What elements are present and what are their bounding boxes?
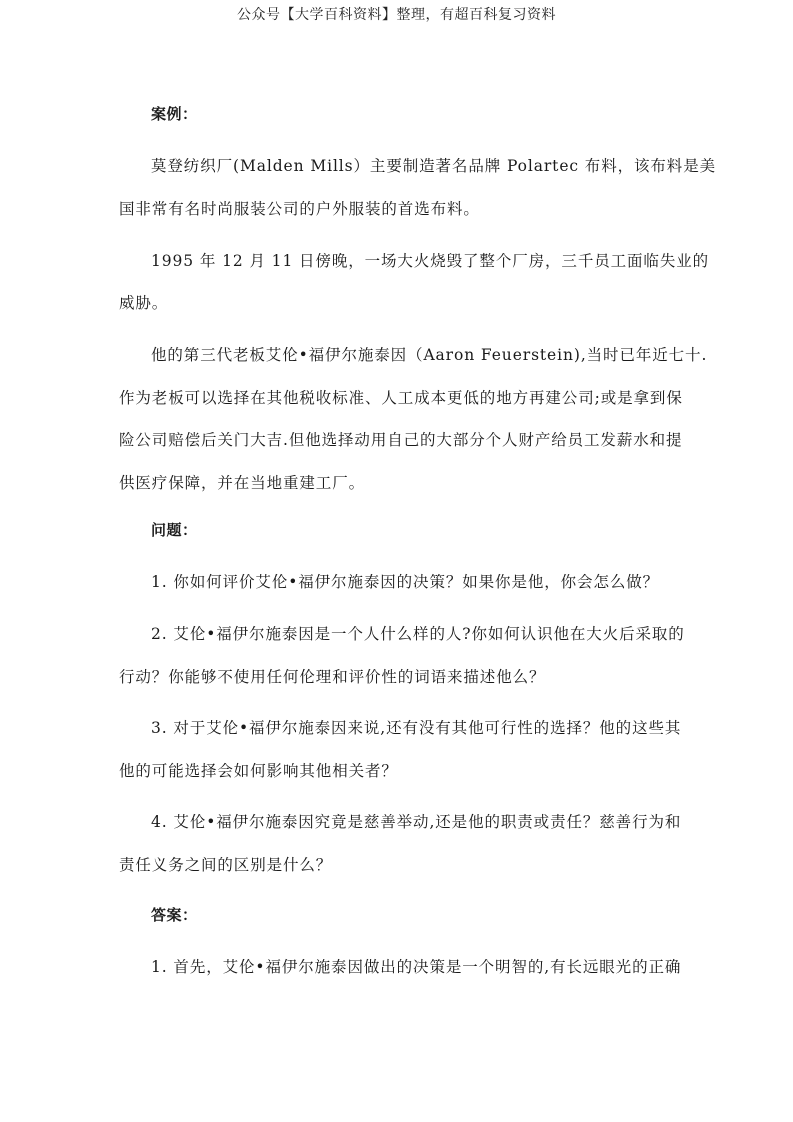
case-paragraph-3-line-2: 作为老板可以选择在其他税收标准、人工成本更低的地方再建公司;或是拿到保	[119, 389, 683, 407]
case-paragraph-1-line-1: 莫登纺织厂(Malden Mills）主要制造著名品牌 Polartec 布料，该布料是美	[151, 157, 716, 175]
page-header: 公众号【大学百科资料】整理，有超百科复习资料	[237, 7, 556, 23]
question-2-line-1: 2. 艾伦•福伊尔施泰因是一个人什么样的人?你如何认识他在大火后采取的	[151, 625, 685, 643]
case-paragraph-1-line-2: 国非常有名时尚服装公司的户外服装的首选布料。	[119, 200, 480, 218]
question-4-line-1: 4. 艾伦•福伊尔施泰因究竟是慈善举动,还是他的职责或责任？慈善行为和	[151, 813, 682, 831]
case-paragraph-3-line-1: 他的第三代老板艾伦•福伊尔施泰因（Aaron Feuerstein),当时已年近七十.	[151, 346, 708, 364]
question-2-line-2: 行动？你能够不使用任何伦理和评价性的词语来描述他么？	[119, 668, 546, 686]
case-heading: 案例：	[151, 105, 198, 123]
case-paragraph-2-line-2: 威胁。	[119, 294, 169, 312]
question-3-line-1: 3. 对于艾伦•福伊尔施泰因来说,还有没有其他可行性的选择？他的这些其	[151, 719, 682, 737]
question-4-line-2: 责任义务之间的区别是什么？	[119, 856, 333, 874]
case-paragraph-3-line-3: 险公司赔偿后关门大吉.但他选择动用自己的大部分个人财产给员工发薪水和提	[119, 431, 683, 449]
answers-heading: 答案：	[151, 906, 198, 924]
case-paragraph-2-line-1: 1995 年 12 月 11 日傍晚，一场大火烧毁了整个厂房，三千员工面临失业的	[151, 252, 710, 270]
question-1-line-1: 1. 你如何评价艾伦•福伊尔施泰因的决策？如果你是他，你会怎么做？	[151, 573, 660, 591]
case-paragraph-3-line-4: 供医疗保障，并在当地重建工厂。	[119, 474, 366, 492]
questions-heading: 问题：	[151, 521, 198, 539]
question-3-line-2: 他的可能选择会如何影响其他相关者？	[119, 762, 398, 780]
answer-1-line-1: 1. 首先，艾伦•福伊尔施泰因做出的决策是一个明智的,有长远眼光的正确	[151, 958, 682, 976]
